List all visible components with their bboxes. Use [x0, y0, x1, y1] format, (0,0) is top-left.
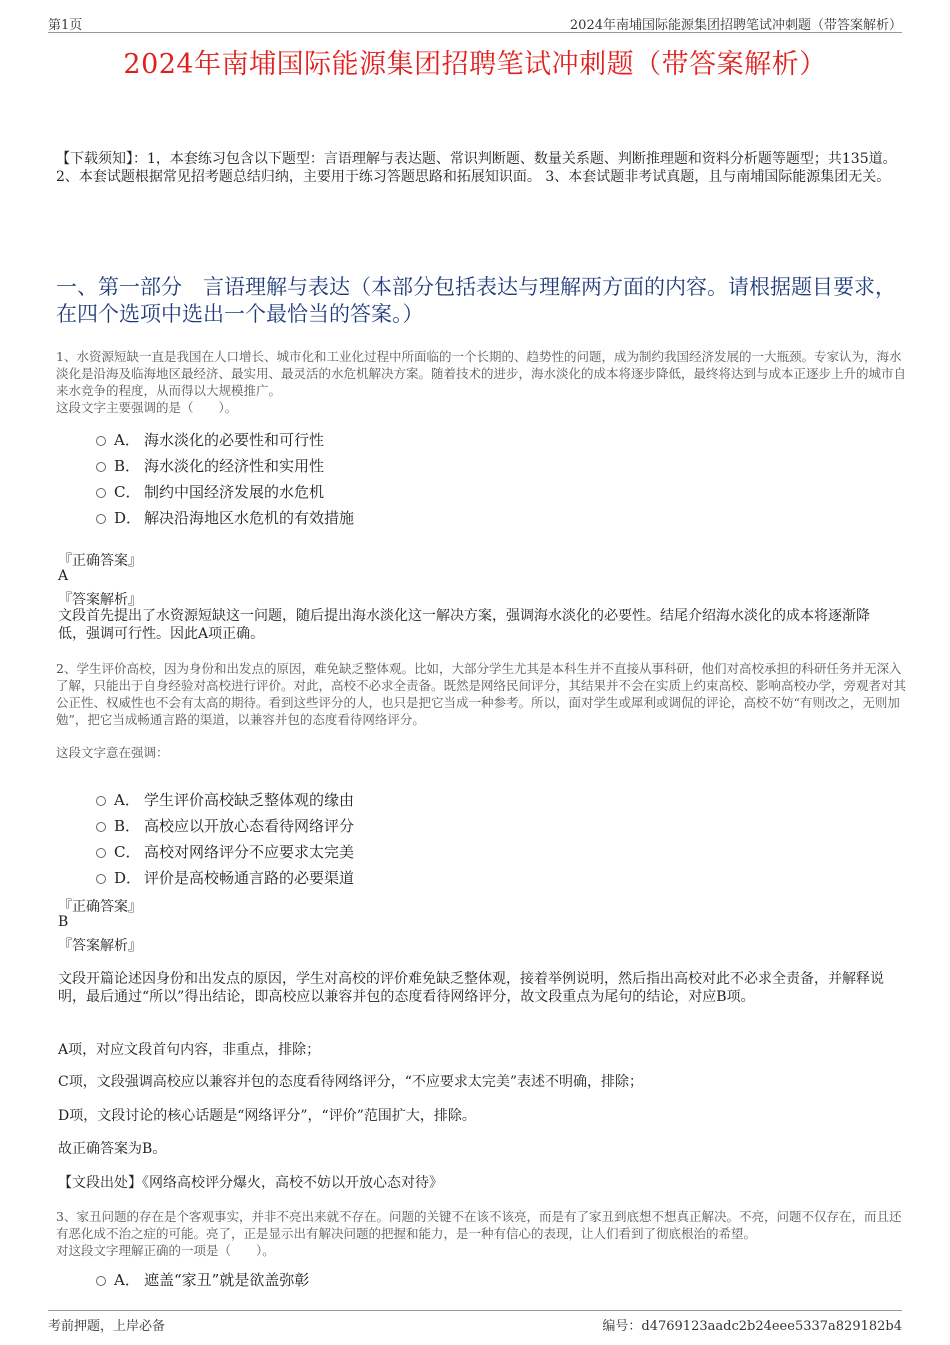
q3-option-a[interactable]: A． 遮盖“家丑”就是欲盖弥彰 [96, 1266, 796, 1292]
q1-analysis: 文段首先提出了水资源短缺这一问题，随后提出海水淡化这一解决方案，强调海水淡化的必要性。结尾介绍海水淡化的成本将逐渐降低，强调可行性。因此A项正确。 [58, 608, 870, 642]
q1-options [96, 426, 796, 530]
q1-option-d[interactable]: D． 解决沿海地区水危机的有效措施 [96, 504, 796, 530]
footer-slogan: 考前押题，上岸必备 [48, 1319, 166, 1334]
q2-answer: B [58, 914, 69, 930]
q1-analysis-label: 『答案解析』 [58, 592, 142, 608]
q2-analysis-para-5: 故正确答案为B。 [58, 1141, 167, 1157]
section-heading: 一、第一部分 言语理解与表达（本部分包括表达与理解两方面的内容。请根据题目要求，在四个选项中选出一个最恰当的答案。） [56, 275, 896, 326]
q2-stem [56, 660, 906, 761]
radio-icon[interactable] [96, 462, 106, 472]
page-footer [48, 1310, 902, 1341]
q3-ask: 对这段文字理解正确的一项是（ ）。 [56, 1243, 275, 1258]
q3-options [96, 1266, 796, 1292]
q3-stem [56, 1208, 906, 1259]
q2-analysis-para-3: C项，文段强调高校应以兼容并包的态度看待网络评分，“不应要求太完美”表述不明确，排除； [58, 1074, 644, 1090]
q3-stem-text: 3、家丑问题的存在是个客观事实，并非不亮出来就不存在。问题的关键不在该不该亮，而是有了家丑到底想不想真正解决。不亮，问题不仅存在，而且还有恶化成不治之症的可能。亮了，正是显示出有解决问题的把握和能力，是一种有信心的表现，让人们看到了彻底根治的希望。 [56, 1209, 902, 1241]
radio-icon[interactable] [96, 822, 106, 832]
header-doc-title: 2024年南埔国际能源集团招聘笔试冲刺题（带答案解析） [569, 18, 902, 33]
q1-stem [56, 348, 906, 416]
q1-option-b[interactable]: B． 海水淡化的经济性和实用性 [96, 452, 796, 478]
footer-id: 编号：d4769123aadc2b24eee5337a829182b4 [602, 1319, 902, 1334]
q1-correct-label: 『正确答案』 [58, 553, 142, 569]
q2-stem-text: 2、学生评价高校，因为身份和出发点的原因，难免缺乏整体观。比如，大部分学生尤其是本科生并不直接从事科研，他们对高校承担的科研任务并无深入了解，只能出于自身经验对高校进行评价。对此，高校不必求全责备。既然是网络民间评分，其结果并不会在实质上约束高校、影响高校办学，旁观者对其公正性、权威性也不会有太高的期待。看到这些评分的人，也只是把它当成一种参考。所以，面对学生或犀利或调侃的评论，高校不妨“有则改之，无则加勉”，把它当成畅通言路的渠道，以兼容并包的态度看待网络评分。 [56, 661, 907, 727]
q2-option-a[interactable]: A． 学生评价高校缺乏整体观的缘由 [96, 786, 796, 812]
document-title: 2024年南埔国际能源集团招聘笔试冲刺题（带答案解析） [123, 49, 827, 80]
page-header [48, 10, 902, 33]
q2-analysis-para-1: 文段开篇论述因身份和出发点的原因，学生对高校的评价难免缺乏整体观，接着举例说明，然后指出高校对此不必求全责备，并解释说明，最后通过“所以”得出结论，即高校应以兼容并包的态度看待网络评分，故文段重点为尾句的结论，对应B项。 [58, 971, 884, 1005]
q1-answer: A [58, 568, 69, 584]
q1-stem-text: 1、水资源短缺一直是我国在人口增长、城市化和工业化过程中所面临的一个长期的、趋势性的问题，成为制约我国经济发展的一大瓶颈。专家认为，海水淡化是沿海及临海地区最经济、最实用、最灵活的水危机解决方案。随着技术的进步，海水淡化的成本将逐步降低，最终将达到与成本正逐步上升的城市自来水竞争的程度，从而得以大规模推广。 [56, 349, 907, 398]
q1-ask: 这段文字主要强调的是（ ）。 [56, 400, 238, 415]
q2-options [96, 786, 796, 890]
q2-option-c[interactable]: C． 高校对网络评分不应要求太完美 [96, 838, 796, 864]
radio-icon[interactable] [96, 1276, 106, 1286]
radio-icon[interactable] [96, 488, 106, 498]
q1-option-a[interactable]: A． 海水淡化的必要性和可行性 [96, 426, 796, 452]
q2-correct-label: 『正确答案』 [58, 899, 142, 915]
q2-option-d[interactable]: D． 评价是高校畅通言路的必要渠道 [96, 864, 796, 890]
radio-icon[interactable] [96, 796, 106, 806]
radio-icon[interactable] [96, 514, 106, 524]
q2-analysis-para-4: D项，文段讨论的核心话题是“网络评分”，“评价”范围扩大，排除。 [58, 1108, 476, 1124]
q2-ask: 这段文字意在强调： [56, 745, 169, 760]
q2-analysis-label: 『答案解析』 [58, 938, 142, 954]
page-number: 第1页 [48, 18, 83, 33]
radio-icon[interactable] [96, 874, 106, 884]
q1-option-c[interactable]: C． 制约中国经济发展的水危机 [96, 478, 796, 504]
radio-icon[interactable] [96, 436, 106, 446]
q2-analysis-para-2: A项，对应文段首句内容，非重点，排除； [58, 1042, 321, 1058]
download-notice: 【下载须知】：1，本套练习包含以下题型：言语理解与表达题、常识判断题、数量关系题、判断推理题和资料分析题等题型；共135道。 2、本套试题根据常见招考题总结归纳，主要用于练习答题思路和拓展知识面。 3、本套试题非考试真题，且与南埔国际能源集团无关。 [56, 151, 897, 185]
q2-option-b[interactable]: B． 高校应以开放心态看待网络评分 [96, 812, 796, 838]
q2-source: 【文段出处】《网络高校评分爆火，高校不妨以开放心态对待》 [58, 1175, 443, 1191]
radio-icon[interactable] [96, 848, 106, 858]
